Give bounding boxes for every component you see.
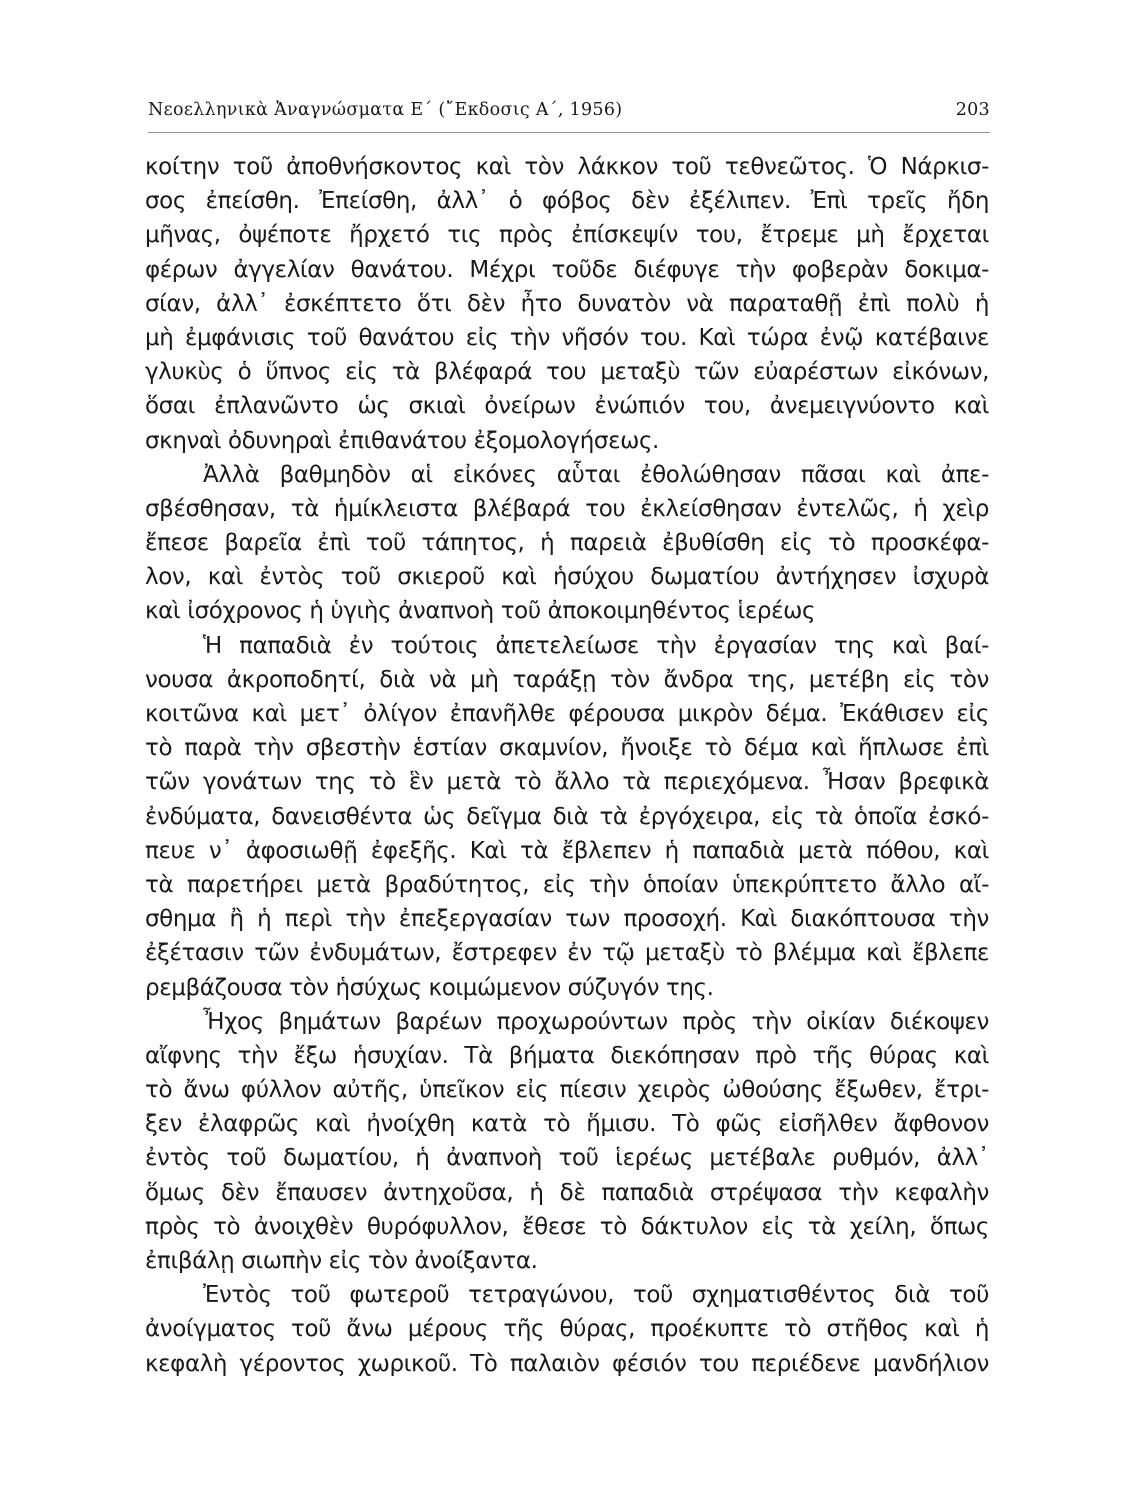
text-line: μὴ ἐμφάνισις τοῦ θανάτου εἰς τὴν νῆσόν του. Καὶ τώρα ἐνῷ κατέβαινε (145, 324, 989, 351)
text-line: κοίτην τοῦ ἀποθνήσκοντος καὶ τὸν λάκκον τοῦ τεθνεῶτος. Ὁ Νάρκισ- (145, 154, 989, 180)
text-line: ξεν ἐλαφρῶς καὶ ἠνοίχθη κατὰ τὸ ἥμισυ. Τὸ φῶς εἰσῆλθεν ἄφθονον (145, 1111, 989, 1138)
page-header (148, 92, 990, 133)
text-line: πευε ν᾿ ἀφοσιωθῇ ἐφεξῆς. Καὶ τὰ ἔβλεπεν ἡ παπαδιὰ μετὰ πόθου, καὶ (145, 837, 989, 864)
paragraph (145, 150, 989, 458)
text-line: ὅσαι ἐπλανῶντο ὡς σκιαὶ ὀνείρων ἐνώπιόν του, ἀνεμειγνύοντο καὶ (145, 393, 989, 420)
text-line: κεφαλὴ γέροντος χωρικοῦ. Τὸ παλαιὸν φέσιόν του περιέδενε μανδήλιον (145, 1350, 989, 1377)
text-line: ἔπεσε βαρεῖα ἐπὶ τοῦ τάπητος, ἡ παρειὰ ἐβυθίσθη εἰς τὸ προσκέφα- (145, 530, 989, 557)
running-title: Νεοελληνικὰ Ἀναγνώσματα Ε΄ (῎Εκδοσις Α΄, 1956) (148, 100, 623, 120)
text-line: ἐντὸς τοῦ δωματίου, ἡ ἀναπνοὴ τοῦ ἱερέως μετέβαλε ρυθμόν, ἀλλ᾿ (145, 1145, 989, 1172)
text-line: φέρων ἀγγελίαν θανάτου. Μέχρι τοῦδε διέφυγε τὴν φοβερὰν δοκιμα- (145, 256, 989, 283)
text-line: ἐξέτασιν τῶν ἐνδυμάτων, ἔστρεφεν ἐν τῷ μεταξὺ τὸ βλέμμα καὶ ἔβλεπε (145, 940, 989, 967)
text-line: νουσα ἀκροποδητί, διὰ νὰ μὴ ταράξῃ τὸν ἄνδρα της, μετέβη εἰς τὸν (145, 666, 989, 693)
text-line: αἴφνης τὴν ἔξω ἡσυχίαν. Τὰ βήματα διεκόπησαν πρὸ τῆς θύρας καὶ (145, 1042, 989, 1069)
text-line: γλυκὺς ὁ ὕπνος εἰς τὰ βλέφαρά του μεταξὺ τῶν εὐαρέστων εἰκόνων, (145, 359, 989, 386)
body-text (145, 150, 989, 1381)
text-line: καὶ ἰσόχρονος ἡ ὑγιὴς ἀναπνοὴ τοῦ ἀποκοιμηθέντος ἱερέως (145, 598, 816, 625)
text-line: ὅμως δὲν ἔπαυσεν ἀντηχοῦσα, ἡ δὲ παπαδιὰ στρέψασα τὴν κεφαλὴν (145, 1179, 989, 1206)
text-line: τῶν γονάτων της τὸ ἓν μετὰ τὸ ἄλλο τὰ περιεχόμενα. Ἦσαν βρεφικὰ (145, 769, 989, 796)
text-line: κοιτῶνα καὶ μετ᾿ ὀλίγον ἐπανῆλθε φέρουσα μικρὸν δέμα. Ἐκάθισεν εἰς (145, 701, 989, 727)
paragraph (145, 1278, 989, 1381)
text-line: Ἐντὸς τοῦ φωτεροῦ τετραγώνου, τοῦ σχηματισθέντος διὰ τοῦ (203, 1282, 989, 1309)
text-line: μῆνας, ὀψέποτε ἤρχετό τις πρὸς ἐπίσκεψίν του, ἔτρεμε μὴ ἔρχεται (145, 222, 989, 249)
text-line: σκηναὶ ὀδυνηραὶ ἐπιθανάτου ἐξομολογήσεως. (145, 427, 659, 454)
text-line: σος ἐπείσθη. Ἐπείσθη, ἀλλ᾿ ὁ φόβος δὲν ἐξέλιπεν. Ἐπὶ τρεῖς ἤδη (145, 188, 989, 215)
text-line: Ἡ παπαδιὰ ἐν τούτοις ἀπετελείωσε τὴν ἐργασίαν της καὶ βαί- (203, 632, 989, 659)
text-line: ρεμβάζουσα τὸν ἡσύχως κοιμώμενον σύζυγόν της. (145, 974, 714, 1001)
text-line: τὸ ἄνω φύλλον αὐτῆς, ὑπεῖκον εἰς πίεσιν χειρὸς ὠθούσης ἔξωθεν, ἔτρι- (145, 1077, 989, 1104)
text-line: σθημα ἢ ἡ περὶ τὴν ἐπεξεργασίαν των προσοχή. Καὶ διακόπτουσα τὴν (145, 906, 989, 933)
text-line: ἐνδύματα, δανεισθέντα ὡς δεῖγμα διὰ τὰ ἐργόχειρα, εἰς τὰ ὁποῖα ἐσκό- (145, 803, 989, 830)
text-line: τὰ παρετήρει μετὰ βραδύτητος, εἰς τὴν ὁποίαν ὑπεκρύπτετο ἄλλο αἴ- (145, 871, 989, 898)
paragraph (145, 629, 989, 1005)
text-line: σίαν, ἀλλ᾿ ἐσκέπτετο ὅτι δὲν ἦτο δυνατὸν νὰ παραταθῇ ἐπὶ πολὺ ἡ (145, 290, 989, 317)
text-line: τὸ παρὰ τὴν σβεστὴν ἑστίαν σκαμνίον, ἤνοιξε τὸ δέμα καὶ ἥπλωσε ἐπὶ (145, 735, 989, 762)
page-number: 203 (955, 100, 990, 120)
text-line: πρὸς τὸ ἀνοιχθὲν θυρόφυλλον, ἔθεσε τὸ δάκτυλον εἰς τὰ χείλη, ὅπως (145, 1213, 989, 1240)
text-line: σβέσθησαν, τὰ ἡμίκλειστα βλέβαρά του ἐκλείσθησαν ἐντελῶς, ἡ χεὶρ (145, 495, 989, 522)
text-line: ἐπιβάλῃ σιωπὴν εἰς τὸν ἀνοίξαντα. (145, 1248, 538, 1274)
text-line: Ἦχος βημάτων βαρέων προχωρούντων πρὸς τὴν οἰκίαν διέκοψεν (203, 1008, 989, 1035)
text-line: ἀνοίγματος τοῦ ἄνω μέρους τῆς θύρας, προέκυπτε τὸ στῆθος καὶ ἡ (145, 1316, 989, 1343)
paragraph (145, 1005, 989, 1279)
text-line: λον, καὶ ἐντὸς τοῦ σκιεροῦ καὶ ἡσύχου δωματίου ἀντήχησεν ἰσχυρὰ (145, 564, 989, 591)
paragraph (145, 458, 989, 629)
text-line: Ἀλλὰ βαθμηδὸν αἱ εἰκόνες αὗται ἐθολώθησαν πᾶσαι καὶ ἀπε- (203, 461, 989, 488)
